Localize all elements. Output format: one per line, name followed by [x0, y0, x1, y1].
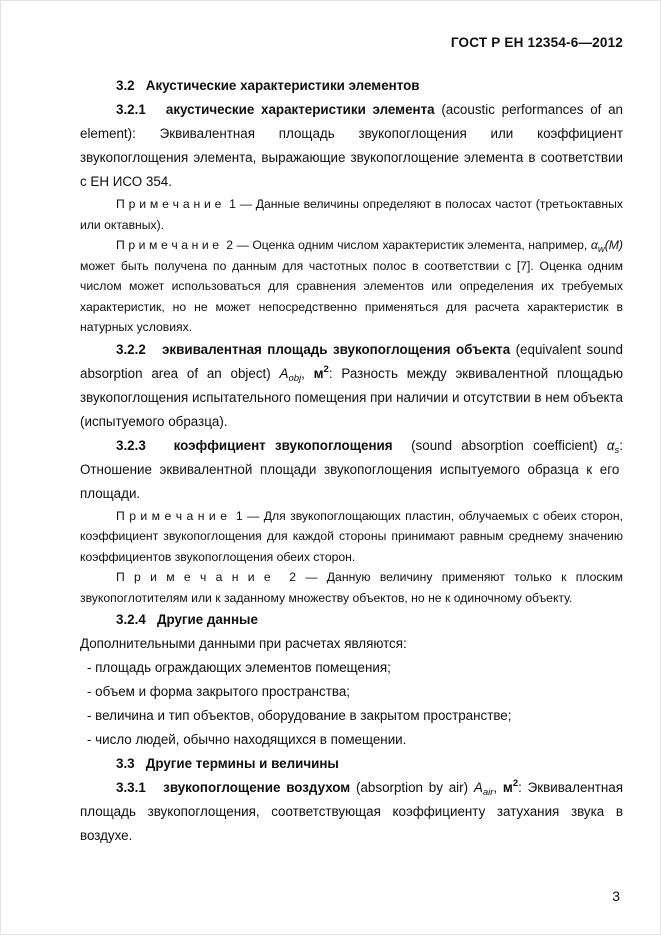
definition-3-3-1-text: : Эквивалентная площадь звукопоглощения, соответствующая коэффициенту затухания звука в воздухе.: [80, 780, 624, 843]
term-3-3-1-english: (absorption by air): [350, 780, 474, 795]
term-3-2-3-english: (sound absorption coefficient): [392, 437, 607, 453]
term-3-2-2: 3.2.2 эквивалентная площадь звукопоглощения объекта: [116, 341, 511, 357]
document-title-header: ГОСТ Р ЕН 12354-6—2012: [450, 35, 623, 50]
alpha-symbol: α: [590, 238, 598, 252]
alpha-subscript-s: s: [614, 444, 620, 456]
alpha-subscript-w: w: [597, 244, 605, 255]
definition-3-2-3-text: : Отношение эквивалентной площади звукопоглощения испытуемого образца к его площади.: [80, 437, 623, 501]
note-3-2-1-2-pre: П р и м е ч а н и е 2 — Оценка одним числом характеристик элемента, например,: [116, 238, 591, 252]
symbol-a-obj: [279, 365, 302, 384]
document-content: [80, 74, 623, 848]
symbol-alpha-s: [606, 437, 620, 456]
symbol-a-air: [473, 780, 494, 798]
unit-square-meter: [503, 780, 518, 795]
heading-3-2: 3.2 Акустические характеристики элементов: [116, 78, 420, 93]
separator-comma: ,: [301, 365, 314, 381]
additional-data-intro: Дополнительными данными при расчетах являются:: [80, 636, 407, 651]
unit-letter: м: [502, 780, 513, 795]
heading-3-3: 3.3 Другие термины и величины: [116, 756, 339, 771]
note-3-2-1-2: [80, 235, 623, 338]
unit-square-meter: [313, 363, 329, 381]
list-item: - число людей, обычно находящихся в помещении.: [87, 732, 407, 747]
definition-3-2-2-text: : Разность между эквивалентной площадью звукопоглощения испытательного помещения при наличии и отсутствии в нем объекта (испытуемого образца).: [80, 365, 623, 429]
note-3-2-3-1: П р и м е ч а н и е 1 — Для звукопоглощающих пластин, облучаемых с обеих сторон, коэффициент звукопоглощения для каждой стороны принимают равным среднему значению коэффициентов звукопоглощения обеих сторон.: [80, 508, 623, 564]
unit-letter: м: [313, 365, 324, 381]
list-item: - величина и тип объектов, оборудование в закрытом пространстве;: [87, 708, 512, 723]
term-3-2-1: 3.2.1 акустические характеристики элемента: [116, 102, 435, 117]
term-3-2-3: 3.2.3 коэффициент звукопоглощения: [116, 437, 393, 453]
argument-m: (M): [604, 238, 623, 252]
note-3-2-1-1: П р и м е ч а н и е 1 — Данные величины определяют в полосах частот (третьоктавных или октавных).: [80, 197, 623, 232]
definition-3-3-1: [80, 776, 623, 848]
definition-3-2-1: [80, 98, 623, 194]
alpha-symbol: α: [606, 437, 615, 453]
unit-exponent: 2: [512, 778, 519, 789]
list-item: - объем и форма закрытого пространства;: [87, 684, 351, 699]
formula-alpha-w-m: [590, 238, 623, 255]
term-3-2-2-english: (equivalent sound absorption area of an object): [80, 341, 623, 381]
heading-3-2-4: 3.2.4 Другие данные: [116, 612, 258, 627]
a-symbol: A: [473, 780, 483, 795]
definition-3-2-1-text: (acoustic performances of an element): Эквивалентная площадь звукопоглощения или коэффициент звукопоглощения элемента, выражающие звукопоглощение элемента в соответствии с ЕН ИСО 354.: [80, 102, 623, 189]
a-subscript-air: air: [482, 787, 494, 798]
definition-3-2-2: [80, 338, 623, 434]
a-subscript-obj: obj: [288, 372, 302, 384]
page-number: 3: [612, 888, 620, 904]
note-3-2-3-2: П р и м е ч а н и е 2 — Данную величину применяют только к плоским звукопоглотителям или к заданному множеству объектов, но не к одиночному объекту.: [80, 570, 623, 605]
separator-comma: ,: [493, 780, 503, 795]
list-item: - площадь ограждающих элементов помещения;: [87, 660, 391, 675]
term-3-3-1: 3.3.1 звукопоглощение воздухом: [116, 780, 351, 795]
a-symbol: A: [279, 365, 289, 381]
note-3-2-1-2-post: может быть получена по данным для частотных полос в соответствии с [7]. Оценка одним числом может использоваться для сравнения элементов или определения их требуемых характеристик, но не может непосредственно применяться для расчета характеристик в натурных условиях.: [80, 258, 623, 334]
definition-3-2-3: [80, 434, 623, 506]
unit-exponent: 2: [323, 363, 329, 375]
